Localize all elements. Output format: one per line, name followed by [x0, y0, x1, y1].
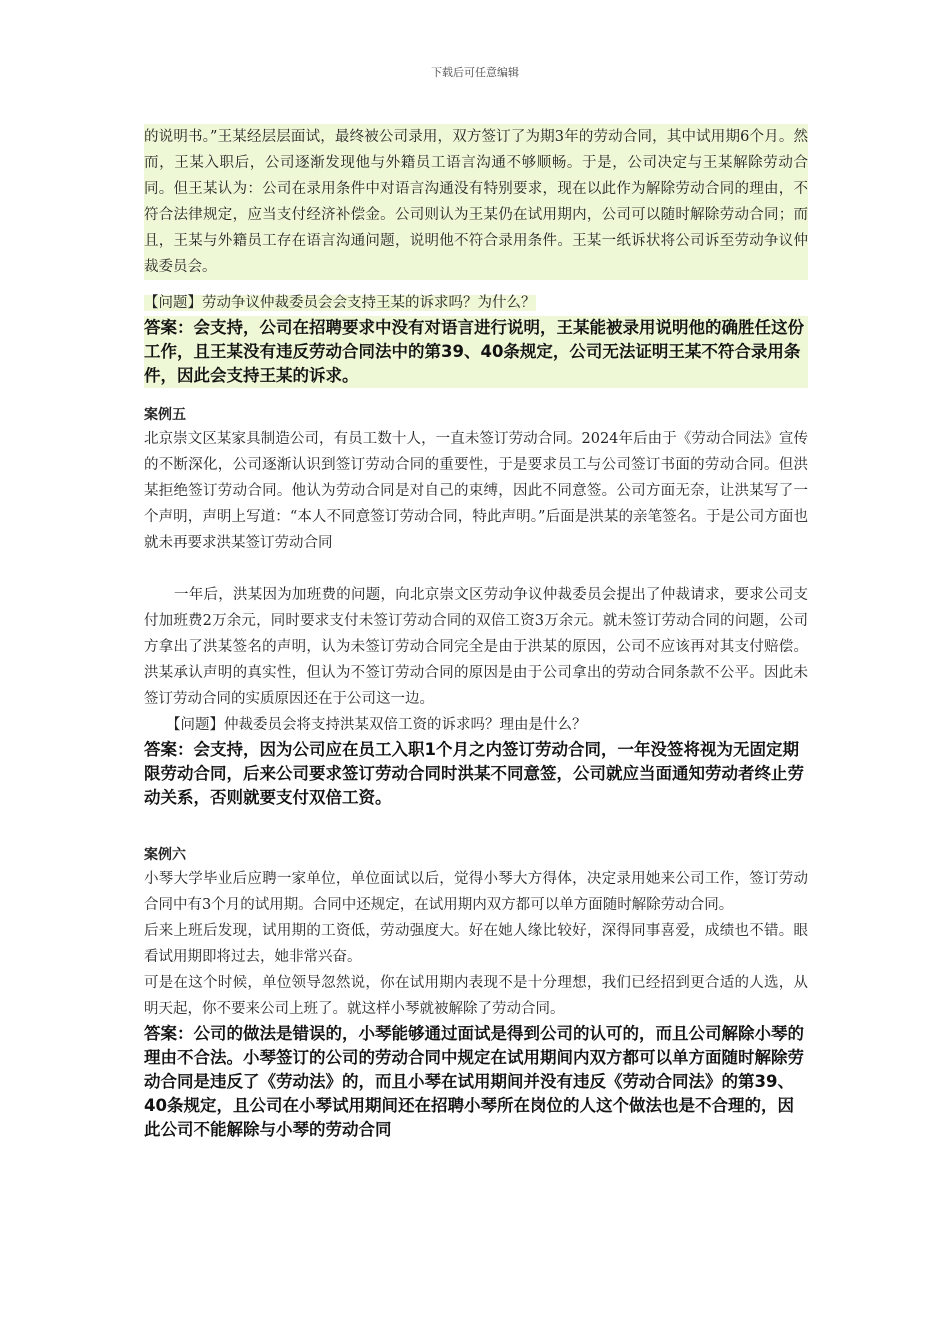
- case4-answer: 答案：会支持，公司在招聘要求中没有对语言进行说明，王某能被录用说明他的确胜任这份工作，且王某没有违反劳动合同法中的第39、40条规定，公司无法证明王某不符合录用条件，因此会支持王某的诉求。: [144, 316, 808, 388]
- case5-answer: 答案：会支持，因为公司应在员工入职1个月之内签订劳动合同，一年没签将视为无固定期限劳动合同，后来公司要求签订劳动合同时洪某不同意签，公司就应当面通知劳动者终止劳动关系，否则就要支付双倍工资。: [144, 740, 804, 807]
- case4-body: 的说明书。”王某经层层面试，最终被公司录用，双方签订了为期3年的劳动合同，其中试用期6个月。然而，王某入职后，公司逐渐发现他与外籍员工语言沟通不够顺畅。于是，公司决定与王某解除劳动合同。但王某认为：公司在录用条件中对语言沟通没有特别要求，现在以此作为解除劳动合同的理由，不符合法律规定，应当支付经济补偿金。公司则认为王某仍在试用期内，公司可以随时解除劳动合同；而且，王某与外籍员工存在语言沟通问题，说明他不符合录用条件。王某一纸诉状将公司诉至劳动争议仲裁委员会。: [144, 124, 808, 280]
- page-header: 下载后可任意编辑: [431, 66, 519, 79]
- case5-para1: 北京崇文区某家具制造公司，有员工数十人，一直未签订劳动合同。2024年后由于《劳动合同法》宣传的不断深化，公司逐渐认识到签订劳动合同的重要性，于是要求员工与公司签订书面的劳动合同。但洪某拒绝签订劳动合同。他认为劳动合同是对自己的束缚，因此不同意签。公司方面无奈，让洪某写了一个声明，声明上写道：“本人不同意签订劳动合同，特此声明。”后面是洪某的亲笔签名。于是公司方面也就未再要求洪某签订劳动合同: [144, 431, 808, 551]
- case6-para1: 小琴大学毕业后应聘一家单位，单位面试以后，觉得小琴大方得体，决定录用她来公司工作，签订劳动合同中有3个月的试用期。合同中还规定，在试用期内双方都可以单方面随时解除劳动合同。: [144, 871, 808, 913]
- case6-title: 案例六: [144, 847, 186, 863]
- case6-para2: 后来上班后发现，试用期的工资低，劳动强度大。好在她人缘比较好，深得同事喜爱，成绩也不错。眼看试用期即将过去，她非常兴奋。: [144, 923, 808, 965]
- case5-title: 案例五: [144, 407, 186, 423]
- document-body: [144, 124, 808, 1142]
- case6-para3: 可是在这个时候，单位领导忽然说，你在试用期内表现不是十分理想，我们已经招到更合适的人选，从明天起，你不要来公司上班了。就这样小琴就被解除了劳动合同。: [144, 975, 808, 1017]
- case4-question-text: 【问题】劳动争议仲裁委员会会支持王某的诉求吗？为什么？: [144, 295, 536, 311]
- case5-question: 【问题】仲裁委员会将支持洪某双倍工资的诉求吗？理由是什么？: [166, 717, 587, 733]
- case5-para2: 一年后，洪某因为加班费的问题，向北京崇文区劳动争议仲裁委员会提出了仲裁请求，要求公司支付加班费2万余元，同时要求支付未签订劳动合同的双倍工资3万余元。就未签订劳动合同的问题，公司方拿出了洪某签名的声明，认为未签订劳动合同完全是由于洪某的原因，公司不应该再对其支付赔偿。洪某承认声明的真实性，但认为不签订劳动合同的原因是由于公司拿出的劳动合同条款不公平。因此未签订劳动合同的实质原因还在于公司这一边。: [144, 587, 808, 707]
- case4-question: [144, 290, 808, 316]
- case6-answer: 答案：公司的做法是错误的，小琴能够通过面试是得到公司的认可的，而且公司解除小琴的理由不合法。小琴签订的公司的劳动合同中规定在试用期间内双方都可以单方面随时解除劳动合同是违反了《劳动法》的，而且小琴在试用期间并没有违反《劳动合同法》的第39、40条规定，且公司在小琴试用期间还在招聘小琴所在岗位的人这个做法也是不合理的，因此公司不能解除与小琴的劳动合同: [144, 1024, 804, 1139]
